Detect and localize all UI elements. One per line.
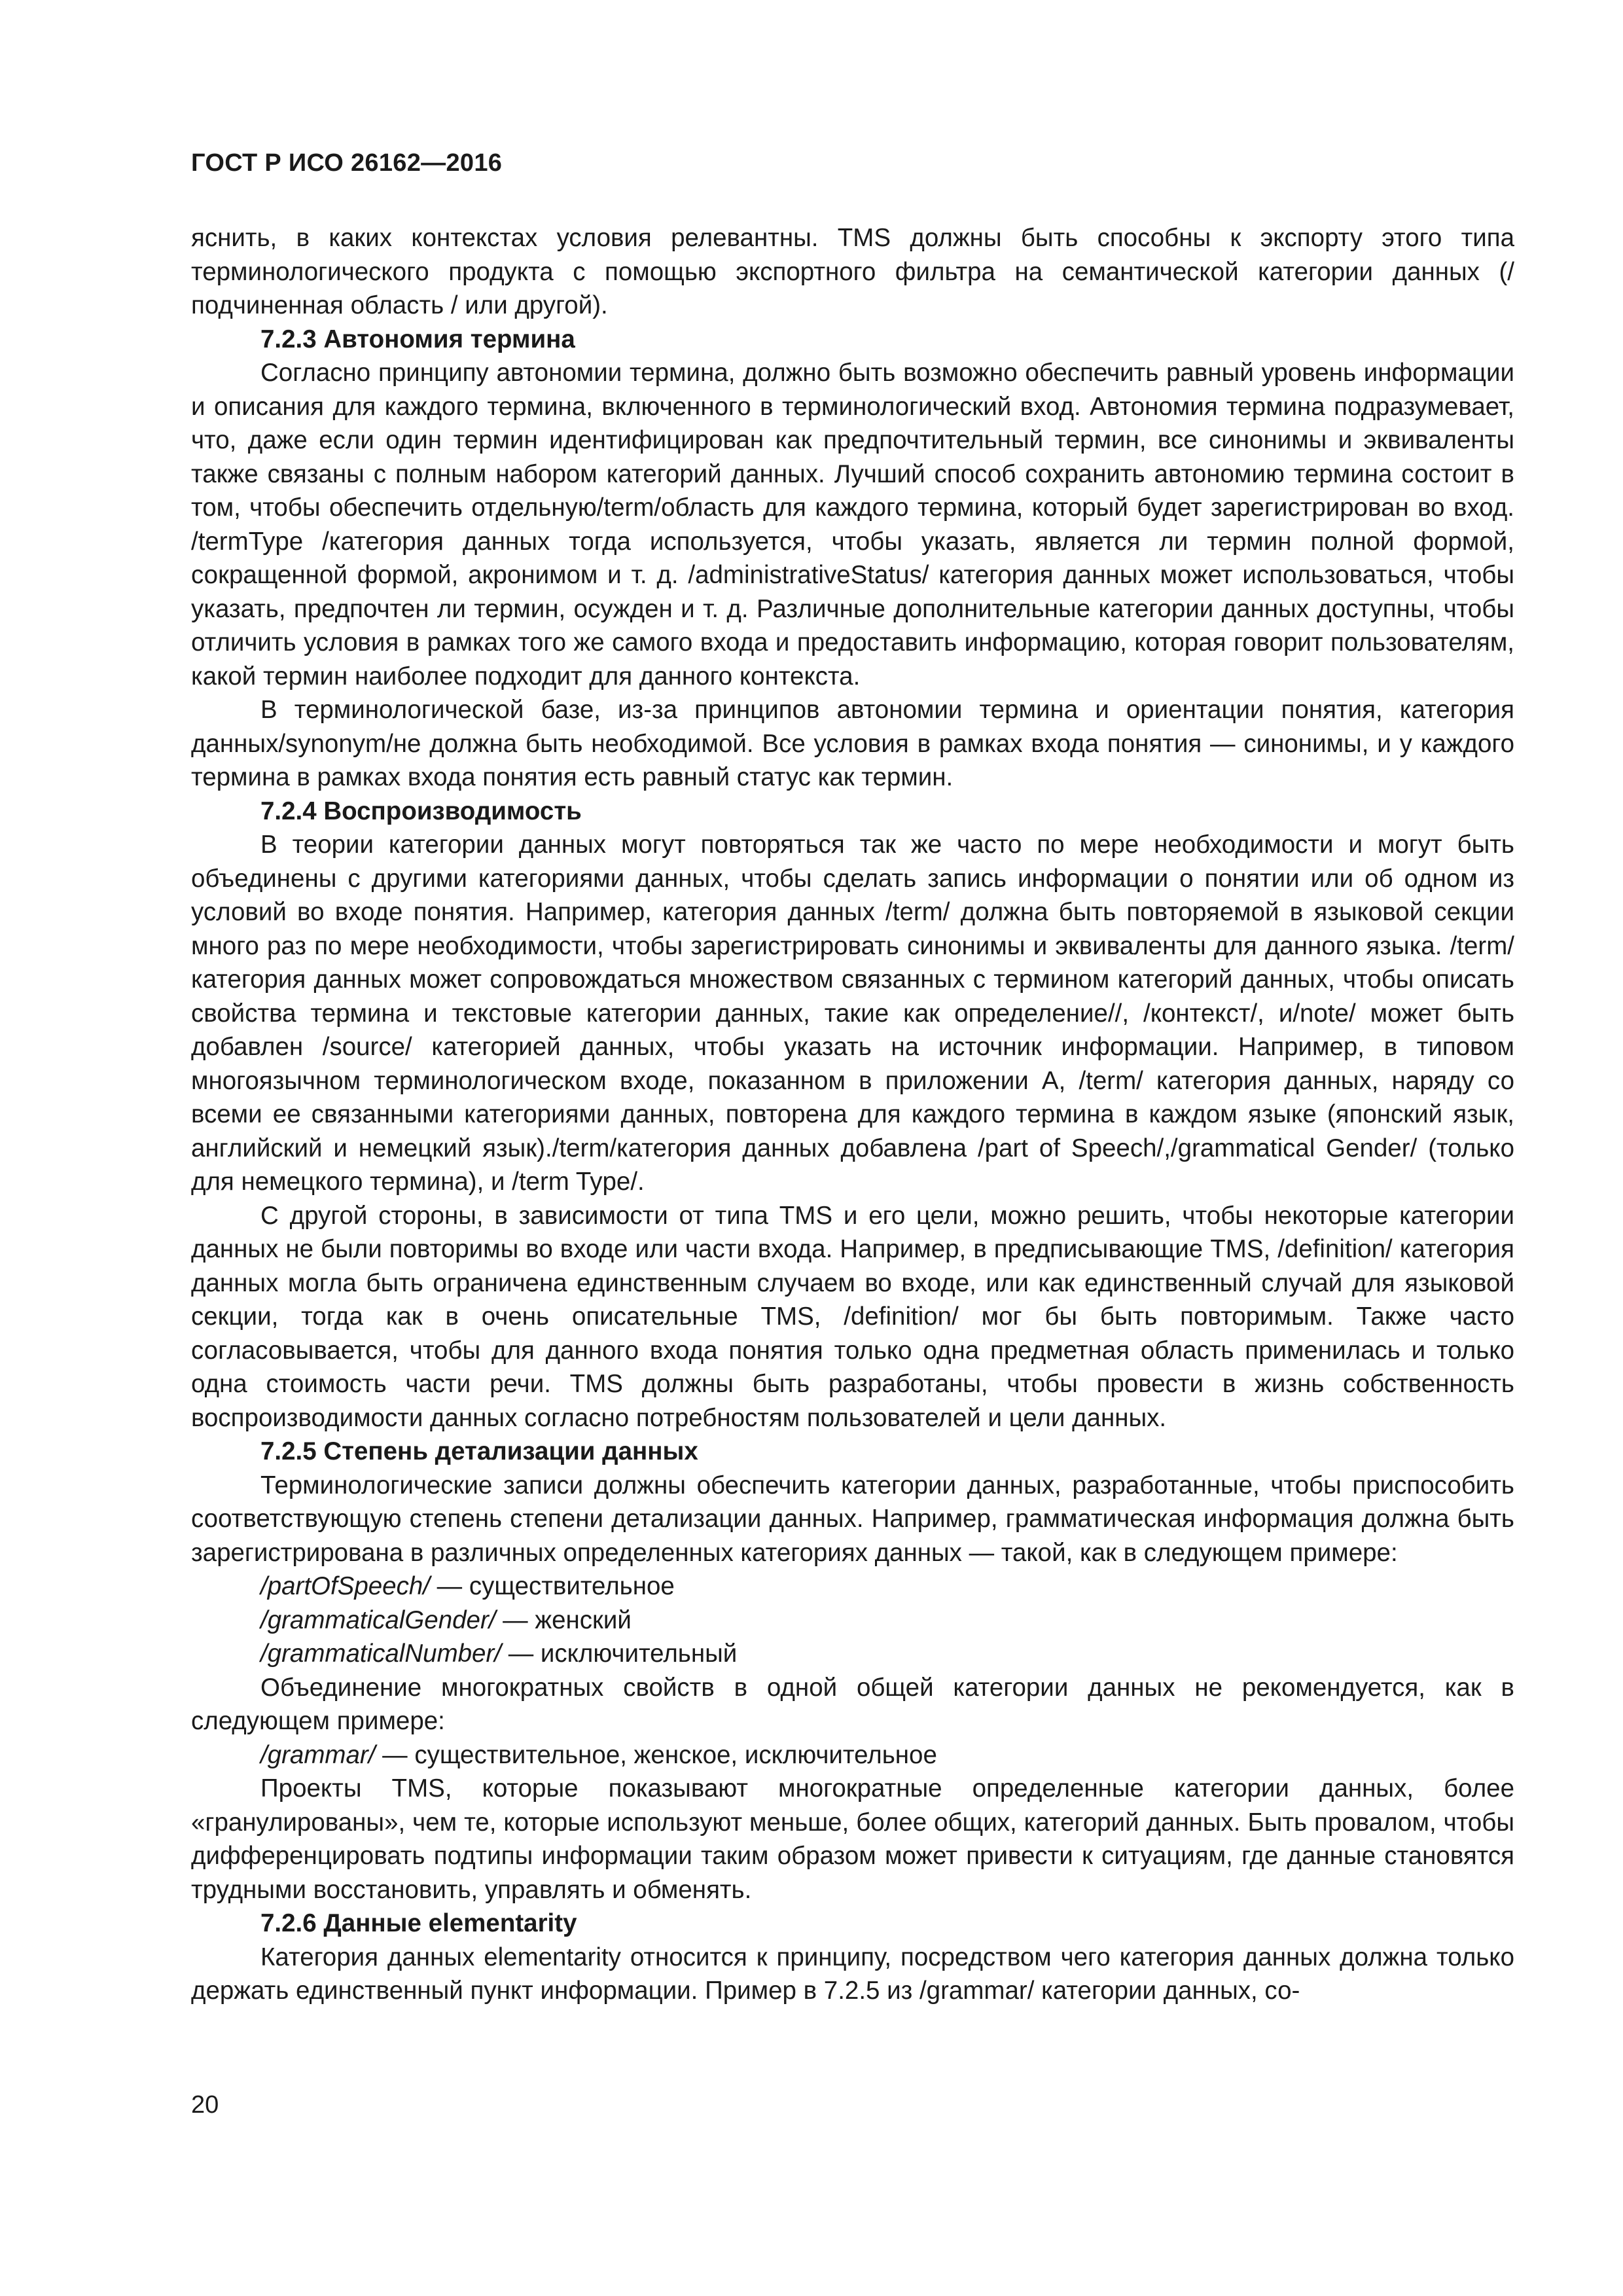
- paragraph-7-2-6-1: Категория данных elementarity относится к принципу, посредством чего категория данных должна только держать единственный пункт информации. Пример в 7.2.5 из /grammar/ категории данных, со-: [191, 1943, 1514, 2005]
- paragraph-7-2-3-1: Согласно принципу автономии термина, должно быть возможно обеспечить равный уровень информации и описания для каждого термина, включенного в терминологический вход. Автономия термина подразумевает, что, даже если один термин идентифицирован как предпочтительный термин, все синонимы и эквиваленты также связаны с полным набором категорий данных. Лучший способ сохранить автономию термина состоит в том, чтобы обеспечить отдельную/term/область для каждого термина, который будет зарегистрирован во вход. /termType /категория данных тогда используется, чтобы указать, является ли термин полной формой, сокращенной формой, акронимом и т. д. /administrativeStatus/ категория данных может использоваться, чтобы указать, предпочтен ли термин, осужден и т. д. Различные дополнительные категории данных доступны, чтобы отличить условия в рамках того же самого входа и предоставить информацию, которая говорит пользователям, какой термин наиболее подходит для данного контекста.: [191, 359, 1514, 691]
- example-term: /grammaticalGender/: [260, 1605, 496, 1634]
- example-value: — женский: [495, 1605, 632, 1634]
- example-line-grammatical-gender: [191, 1604, 1514, 1638]
- example-value: — существительное, женское, исключительное: [375, 1740, 937, 1769]
- page-header: ГОСТ Р ИСО 26162—2016: [191, 149, 503, 177]
- example-line-grammar: [191, 1738, 1514, 1772]
- example-line-part-of-speech: [191, 1570, 1514, 1604]
- paragraph-intro: яснить, в каких контекстах условия релевантны. TMS должны быть способны к экспорту этого типа терминологического продукта с помощью экспортного фильтра на семантической категории данных (/подчиненная область / или другой).: [191, 224, 1514, 319]
- paragraph-7-2-5-1: Терминологические записи должны обеспечить категории данных, разработанные, чтобы приспособить соответствующую степень степени детализации данных. Например, грамматическая информация должна быть зарегистрирована в различных определенных категориях данных — такой, как в следующем примере:: [191, 1471, 1514, 1567]
- example-line-grammatical-number: [191, 1637, 1514, 1671]
- document-body: [191, 221, 1514, 2008]
- paragraph-7-2-5-3: Проекты TMS, которые показывают многократные определенные категории данных, более «гранулированы», чем те, которые используют меньше, более общих, категорий данных. Быть провалом, чтобы дифференцировать подтипы информации таким образом может привести к ситуациям, где данные становятся трудными восстановить, управлять и обменять.: [191, 1774, 1514, 1904]
- paragraph-7-2-4-1: В теории категории данных могут повторяться так же часто по мере необходимости и могут быть объединены с другими категориями данных, чтобы сделать запись информации о понятии или об одном из условий во входе понятия. Например, категория данных /term/ должна быть повторяемой в языковой секции много раз по мере необходимости, чтобы зарегистрировать синонимы и эквиваленты для данного языка. /term/ категория данных может сопровождаться множеством связанных с термином категорий данных, чтобы описать свойства термина и текстовые категории данных, такие как определение//, /контекст/, и/note/ может быть добавлен /source/ категорией данных, чтобы указать на источник информации. Например, в типовом многоязычном терминологическом входе, показанном в приложении А, /term/ категория данных, наряду со всеми ее связанными категориями данных, повторена для каждого термина в каждом языке (японский язык, английский и немецкий язык)./term/категория данных добавлена /part of Speech/,/grammatical Gender/ (только для немецкого термина), и /term Type/.: [191, 831, 1514, 1196]
- example-term: /grammar/: [260, 1740, 376, 1769]
- section-heading-7-2-6: 7.2.6 Данные elementarity: [260, 1909, 577, 1937]
- example-value: — существительное: [429, 1572, 675, 1600]
- section-heading-7-2-4: 7.2.4 Воспроизводимость: [260, 797, 582, 825]
- section-heading-7-2-5: 7.2.5 Степень детализации данных: [260, 1437, 698, 1465]
- example-term: /partOfSpeech/: [260, 1572, 430, 1600]
- example-term: /grammaticalNumber/: [260, 1640, 501, 1668]
- paragraph-7-2-3-2: В терминологической базе, из-за принципов автономии термина и ориентации понятия, категория данных/synonym/не должна быть необходимой. Все условия в рамках входа понятия — синонимы, и у каждого термина в рамках входа понятия есть равный статус как термин.: [191, 696, 1514, 791]
- section-heading-7-2-3: 7.2.3 Автономия термина: [260, 325, 575, 353]
- paragraph-7-2-4-2: С другой стороны, в зависимости от типа TMS и его цели, можно решить, чтобы некоторые категории данных не были повторимы во входе или части входа. Например, в предписывающие TMS, /definition/ категория данных могла быть ограничена единственным случаем во входе, или как единственный случай для языковой секции, тогда как в очень описательные TMS, /definition/ мог бы быть повторимым. Также часто согласовывается, чтобы для данного входа понятия только одна предметная область применилась и только одна стоимость части речи. TMS должны быть разработаны, чтобы провести в жизнь собственность воспроизводимости данных согласно потребностям пользователей и цели данных.: [191, 1201, 1514, 1432]
- example-value: — исключительный: [501, 1640, 738, 1668]
- paragraph-7-2-5-2: Объединение многократных свойств в одной общей категории данных не рекомендуется, как в следующем примере:: [191, 1673, 1514, 1735]
- page-number: 20: [191, 2091, 219, 2119]
